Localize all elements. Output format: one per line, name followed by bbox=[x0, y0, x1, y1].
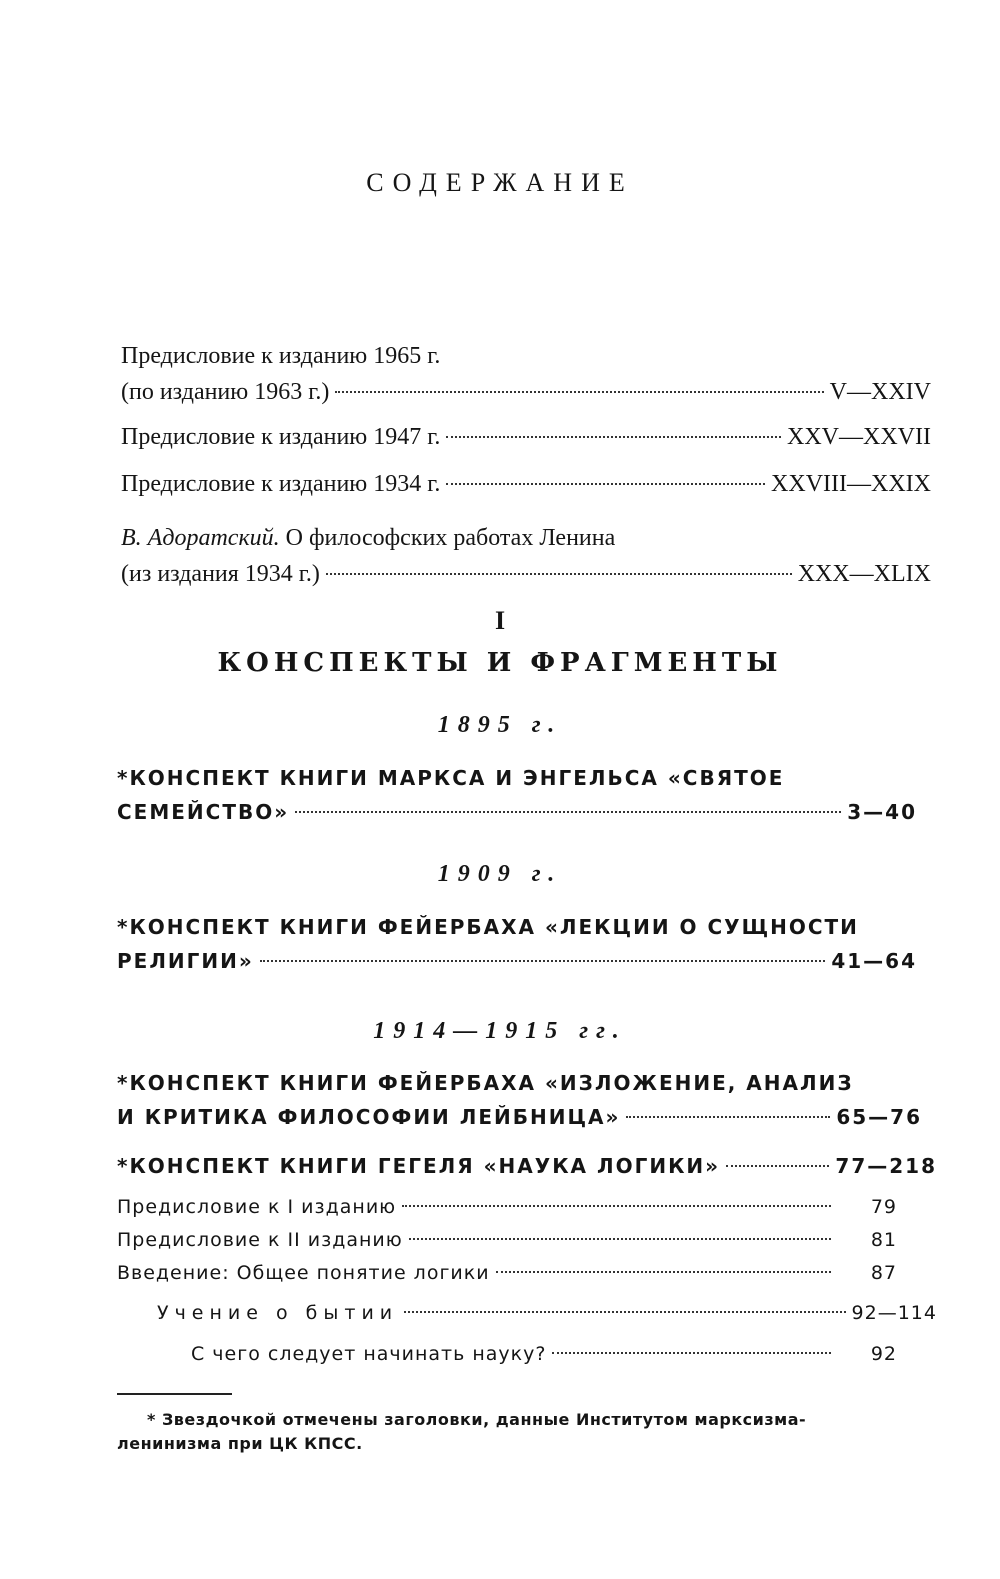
toc-entry-preface-1947 bbox=[121, 419, 931, 455]
entry-line1: *КОНСПЕКТ КНИГИ МАРКСА И ЭНГЕЛЬСА «СВЯТОЕ bbox=[117, 766, 785, 790]
entry-line1: Предисловие к изданию 1965 г. bbox=[121, 343, 441, 369]
year-heading-1914-1915: 1914—1915 гг. bbox=[373, 1018, 627, 1044]
entry-line1: О философских работах Ленина bbox=[285, 525, 616, 551]
entry-line2: СЕМЕЙСТВО» bbox=[117, 800, 290, 824]
footnote bbox=[117, 1408, 957, 1456]
entry-pages: XXVIII—XXIX bbox=[771, 471, 931, 497]
toc-entry-preface-1934 bbox=[121, 466, 931, 502]
entry-pages: 79 bbox=[870, 1196, 897, 1218]
dot-leader bbox=[446, 436, 781, 438]
toc-entry-feuerbach-lectures bbox=[117, 910, 917, 978]
toc-entry-adoratsky bbox=[121, 520, 931, 592]
dot-leader bbox=[626, 1116, 830, 1118]
entry-line1: *КОНСПЕКТ КНИГИ ФЕЙЕРБАХА «ИЗЛОЖЕНИЕ, АНАЛИЗ bbox=[117, 1071, 854, 1095]
entry-text: Предисловие к изданию 1947 г. bbox=[121, 424, 441, 450]
entry-line2: И КРИТИКА ФИЛОСОФИИ ЛЕЙБНИЦА» bbox=[117, 1105, 621, 1129]
section-number: I bbox=[494, 606, 506, 635]
entry-pages: 81 bbox=[870, 1229, 897, 1251]
entry-text: С чего следует начинать науку? bbox=[191, 1343, 547, 1365]
entry-line2: (из издания 1934 г.) bbox=[121, 561, 320, 587]
entry-author: В. Адоратский. bbox=[121, 525, 280, 551]
page-title: СОДЕРЖАНИЕ bbox=[366, 168, 634, 197]
dot-leader bbox=[260, 960, 826, 962]
dot-leader bbox=[552, 1352, 831, 1354]
dot-leader bbox=[409, 1238, 831, 1240]
entry-line1: *КОНСПЕКТ КНИГИ ФЕЙЕРБАХА «ЛЕКЦИИ О СУЩНОСТИ bbox=[117, 915, 859, 939]
entry-text: Предисловие к I изданию bbox=[117, 1196, 397, 1218]
section-title: КОНСПЕКТЫ И ФРАГМЕНТЫ bbox=[217, 648, 783, 678]
entry-pages: 65—76 bbox=[836, 1105, 922, 1129]
dot-leader bbox=[326, 573, 792, 575]
entry-text: *КОНСПЕКТ КНИГИ ГЕГЕЛЯ «НАУКА ЛОГИКИ» bbox=[117, 1154, 721, 1178]
entry-pages: 92—114 bbox=[851, 1302, 937, 1324]
toc-subentry-beginning-of-science bbox=[191, 1338, 897, 1371]
footnote-line1: * Звездочкой отмечены заголовки, данные Институтом марксизма- bbox=[147, 1410, 807, 1429]
entry-pages: 41—64 bbox=[831, 949, 917, 973]
dot-leader bbox=[295, 811, 841, 813]
dot-leader bbox=[404, 1311, 845, 1313]
entry-pages: 87 bbox=[870, 1262, 897, 1284]
dot-leader bbox=[496, 1271, 831, 1273]
entry-pages: XXV—XXVII bbox=[787, 424, 931, 450]
entry-line2: РЕЛИГИИ» bbox=[117, 949, 254, 973]
entry-text: Введение: Общее понятие логики bbox=[117, 1262, 490, 1284]
dot-leader bbox=[402, 1205, 831, 1207]
entry-text: Предисловие к II изданию bbox=[117, 1229, 403, 1251]
toc-entry-holy-family bbox=[117, 761, 917, 829]
footnote-rule bbox=[117, 1393, 232, 1395]
dot-leader bbox=[446, 483, 765, 485]
toc-entry-preface-1965 bbox=[121, 338, 931, 410]
entry-line2: (по изданию 1963 г.) bbox=[121, 379, 330, 405]
entry-pages: 3—40 bbox=[847, 800, 917, 824]
entry-text: Учение о бытии bbox=[157, 1302, 399, 1324]
dot-leader bbox=[726, 1165, 829, 1167]
entry-pages: V—XXIV bbox=[829, 379, 931, 405]
entry-pages: 77—218 bbox=[835, 1154, 937, 1178]
entry-text: Предисловие к изданию 1934 г. bbox=[121, 471, 441, 497]
toc-subentry-preface-ii bbox=[117, 1224, 897, 1257]
dot-leader bbox=[335, 391, 823, 393]
toc-entry-feuerbach-leibniz bbox=[117, 1066, 922, 1134]
year-heading-1909: 1909 г. bbox=[437, 861, 563, 887]
year-heading-1895: 1895 г. bbox=[437, 712, 563, 738]
toc-subentry-introduction bbox=[117, 1257, 897, 1290]
toc-entry-hegel-logic bbox=[117, 1149, 937, 1183]
toc-subentry-doctrine-of-being bbox=[157, 1297, 937, 1330]
toc-subentry-preface-i bbox=[117, 1191, 897, 1224]
entry-pages: 92 bbox=[870, 1343, 897, 1365]
entry-pages: XXX—XLIX bbox=[797, 561, 931, 587]
footnote-line2: ленинизма при ЦК КПСС. bbox=[117, 1434, 363, 1453]
